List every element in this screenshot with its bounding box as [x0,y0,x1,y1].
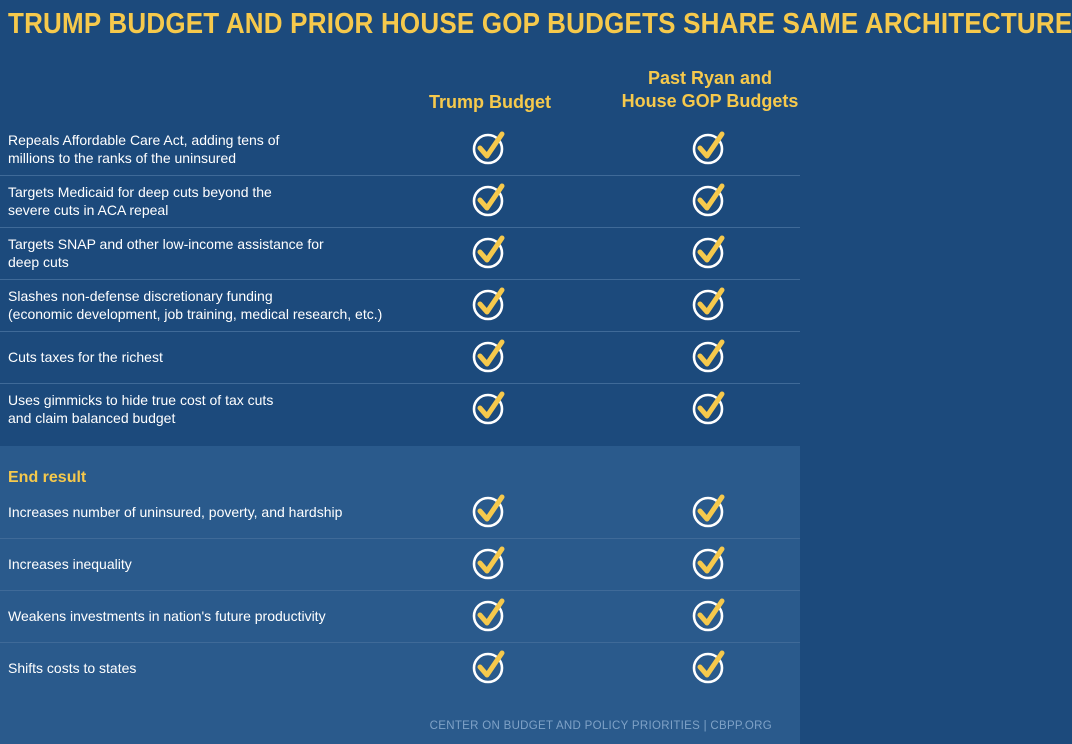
check-circle-icon [472,131,506,165]
row-label-line1: Shifts costs to states [8,660,137,676]
table-row [0,227,800,280]
row-label-line1: Increases inequality [8,556,132,572]
row-label-line2: millions to the ranks of the uninsured [8,150,237,166]
check-circle-icon [472,339,506,373]
check-circle-icon [692,598,726,632]
check-circle-icon [692,235,726,269]
check-circle-icon [472,546,506,580]
check-circle-icon [692,183,726,217]
check-circle-icon [472,287,506,321]
check-circle-icon [472,391,506,425]
row-label [8,227,448,279]
row-label-line2: and claim balanced budget [8,410,176,426]
check-circle-icon [692,494,726,528]
check-circle-icon [472,183,506,217]
row-label [8,331,448,383]
check-circle-icon [692,650,726,684]
end-result-heading: End result [8,469,87,486]
check-circle-icon [692,391,726,425]
table-row [0,383,800,435]
column-header-trump-budget: Trump Budget [429,92,551,112]
table-row [0,590,800,643]
table-row [0,175,800,228]
check-circle-icon [472,235,506,269]
check-circle-icon [692,131,726,165]
row-label-line1: Uses gimmicks to hide true cost of tax cuts [8,392,274,408]
row-label-line1: Weakens investments in nation's future productivity [8,608,326,624]
check-circle-icon [692,287,726,321]
row-label-line1: Targets SNAP and other low-income assistance for [8,236,324,252]
row-label [8,175,448,227]
row-label [8,279,448,331]
check-circle-icon [472,650,506,684]
check-circle-icon [472,494,506,528]
row-label [8,486,448,538]
table-row [0,538,800,591]
row-label [8,123,448,175]
table-row [0,279,800,332]
row-label [8,383,448,435]
row-label-line1: Repeals Affordable Care Act, adding tens of [8,132,280,148]
row-label-line1: Targets Medicaid for deep cuts beyond the [8,184,272,200]
table-row [0,123,800,176]
row-label-line2: (economic development, job training, medical research, etc.) [8,306,383,322]
column-header-ryan-line2: House GOP Budgets [621,91,799,111]
check-circle-icon [692,339,726,373]
row-label [8,642,448,694]
column-header-ryan-gop-budgets [600,67,820,113]
table-row [0,642,800,694]
check-circle-icon [472,598,506,632]
row-label [8,590,448,642]
row-label-line1: Increases number of uninsured, poverty, and hardship [8,504,343,520]
footer-credit: CENTER ON BUDGET AND POLICY PRIORITIES | CBPP.ORG [429,720,772,732]
row-label [8,538,448,590]
column-header-ryan-line1: Past Ryan and [647,68,773,88]
row-label-line2: severe cuts in ACA repeal [8,202,169,218]
check-circle-icon [692,546,726,580]
row-label-line1: Cuts taxes for the richest [8,349,163,365]
row-label-line1: Slashes non-defense discretionary funding [8,288,273,304]
row-label-line2: deep cuts [8,254,69,270]
table-row [0,331,800,384]
page-title: TRUMP BUDGET AND PRIOR HOUSE GOP BUDGETS SHARE SAME ARCHITECTURE [8,6,1072,40]
table-row [0,486,800,539]
